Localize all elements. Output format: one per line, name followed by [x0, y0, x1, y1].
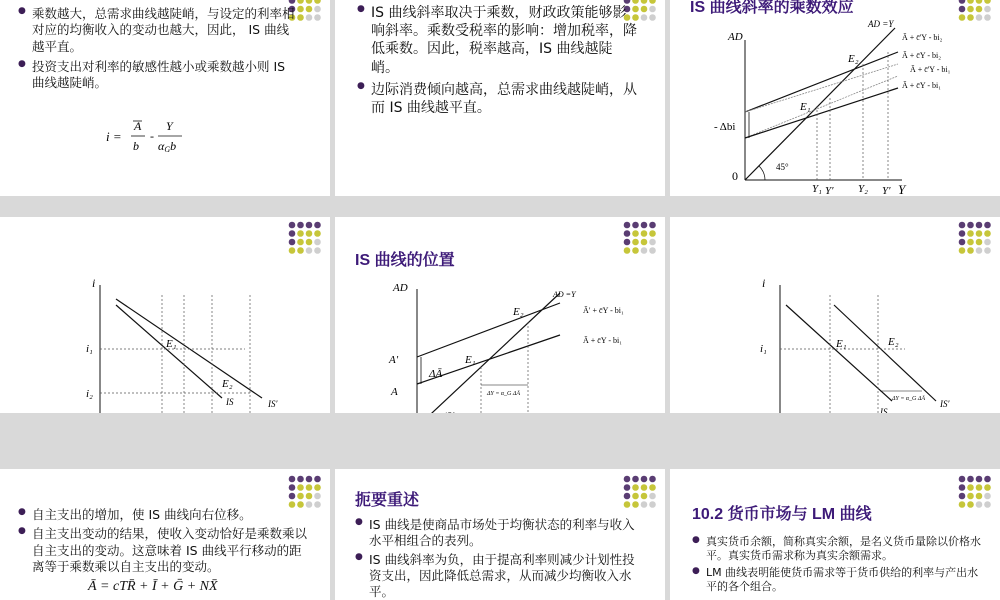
slide-3[interactable] — [670, 0, 1000, 196]
line-label: Ā + c̄Y - bi₂ — [902, 51, 941, 60]
point-label: E₁ — [800, 101, 811, 113]
line-label: Ā + c̄Y - bi₁ — [902, 81, 941, 90]
angle-label: 45° — [443, 411, 456, 421]
tick-label: i₁ — [86, 343, 93, 355]
slide-title: 10.2 货币市场与 LM 曲线 — [692, 506, 872, 523]
point-label: E₂ — [222, 378, 233, 390]
curve-label: IS — [880, 407, 888, 417]
bullet-item: ● 边际消费倾向越高，总需求曲线越陡峭，从而 IS 曲线越平直。 — [357, 81, 639, 117]
axis-label-i: i — [92, 276, 96, 290]
line-label: Ā′ + c̄Y - bi₁ — [583, 306, 624, 315]
slide-title: IS 曲线的位置 — [355, 252, 455, 269]
formula — [100, 115, 220, 159]
ad-line-flat-i1 — [745, 88, 898, 138]
origin-label: 0 — [732, 169, 738, 183]
ad-line-steep-i1 — [745, 76, 898, 138]
delta-label: - Δbi — [714, 121, 736, 133]
delta-label: ΔĀ — [429, 368, 443, 380]
curve-label: IS′ — [268, 399, 278, 409]
line-45deg — [745, 28, 895, 180]
bullet-item: ● 真实货币余额，简称真实余额，是名义货币量除以价格水平。真实货币需求称为真实余额需求。 — [692, 535, 984, 564]
bullet-list — [355, 517, 647, 600]
tick-label: Y′ — [825, 185, 834, 196]
tick-label: Y₁ — [812, 183, 822, 195]
svg-text:αGb: αGb — [158, 139, 177, 154]
bullet-item: ● 乘数越大，总需求曲线越陡峭，与设定的利率相对应的均衡收入的变动也越大，因此， IS 曲线越平直。 — [18, 6, 300, 55]
ad-line-a-prime — [417, 303, 560, 357]
bullet-item: ● 投资支出对利率的敏感性越小或乘数越小则 IS 曲线越陡峭。 — [18, 59, 300, 92]
slide-9[interactable] — [670, 469, 1000, 600]
slide-1[interactable] — [0, 0, 330, 196]
delta-y-label: ΔY = α_G ΔĀ — [892, 396, 926, 402]
svg-text:Y: Y — [166, 119, 173, 133]
tick-label: i₁ — [760, 343, 767, 355]
point-label: E₂ — [888, 336, 899, 348]
bullet-item: ● LM 曲线表明能使货币需求等于货币供给的利率与产出水平的各个组合。 — [692, 566, 984, 595]
point-label: E₁ — [166, 338, 177, 350]
slide-2[interactable] — [335, 0, 665, 196]
bullet-list — [18, 507, 310, 575]
axis-label-i: i — [762, 276, 766, 290]
svg-text:-: - — [150, 129, 154, 143]
curve-label: IS — [226, 397, 234, 407]
axis-label-ad: AD — [728, 31, 743, 43]
slide-4[interactable] — [0, 217, 330, 442]
is-position-diagram: AD 0 Y 45° AD =Y Ā′ + c̄Y - bi₁ Ā + c̄Y - bi₁ A′ A ΔĀ E₁ E₂ ΔY = α_G ΔĀ Y₁ Y₂ — [389, 282, 624, 448]
delta-y-label: ΔY = α_G ΔĀ — [487, 391, 521, 397]
bullet-list — [18, 6, 300, 91]
axis-label-y: Y — [898, 182, 906, 196]
is-line — [116, 305, 222, 398]
is-prime-line — [834, 305, 936, 401]
slide-5[interactable] — [335, 217, 665, 448]
bullet-item: ● IS 曲线斜率取决于乘数，财政政策能够影响斜率。乘数受税率的影响：增加税率，降低乘数。因此，税率越高，IS 曲线越陡峭。 — [357, 4, 639, 77]
axis-label-ad: AD — [393, 282, 408, 294]
curve-label: IS′ — [940, 399, 950, 409]
point-label: E₂ — [513, 306, 524, 318]
tick-label: Y₂ — [858, 183, 868, 195]
angle-label: 45° — [776, 162, 789, 172]
bullet-list — [357, 4, 639, 117]
ad-line-label: AD =Y — [868, 19, 894, 29]
is-prime-line — [116, 299, 262, 398]
is-shift-diagram: i i₁ i₂ E₁ E₂ IS IS′ Y₁ Y₁′ Y₂ Y₂′ — [86, 276, 278, 442]
decorative-dots-icon — [958, 475, 992, 509]
bullet-item: ● IS 曲线斜率为负，由于提高利率则减少计划性投资支出，因此降低总需求，从而减少均衡收入水平。 — [355, 552, 647, 600]
point-label: E₁ — [836, 338, 847, 350]
decorative-dots-icon — [288, 475, 322, 509]
svg-text:A: A — [134, 119, 142, 133]
bullet-item: ● IS 曲线是使商品市场处于均衡状态的利率与收入水平相组合的表列。 — [355, 517, 647, 550]
line-label: Ā + c̄Y - bi₁ — [583, 336, 622, 345]
multiplier-diagram — [670, 0, 1000, 196]
is-parallel-shift-diagram: i i₁ E₁ E₂ ΔY = α_G ΔĀ IS IS′ Y₁ Y₂ — [760, 276, 950, 440]
slide-8[interactable] — [335, 469, 665, 600]
point-label: E₁ — [465, 354, 476, 366]
slide-7[interactable] — [0, 469, 330, 600]
svg-text:i =: i = — [106, 129, 122, 144]
bullet-list — [692, 535, 984, 594]
ad-line-label: AD =Y — [553, 290, 576, 299]
tick-label: Y′ — [882, 185, 891, 196]
formula: Ā = cTR̄ + Ī + Ḡ + NX̄ — [88, 579, 218, 594]
bullet-item: ● 自主支出的增加，使 IS 曲线向右位移。 — [18, 507, 310, 523]
bullet-item: ● 自主支出变动的结果，使收入变动恰好是乘数乘以自主支出的变动。这意味着 IS 曲线平行移动的距离等于乘数乘以自主支出的变动。 — [18, 526, 310, 575]
slide-title: IS 曲线斜率的乘数效应 — [690, 0, 854, 16]
is-line — [786, 305, 892, 401]
tick-label: A — [391, 386, 398, 398]
slide-title: 扼要重述 — [355, 492, 420, 509]
line-label: Ā + c̄'Y - bi₁ — [910, 65, 951, 74]
point-label: E₂ — [848, 53, 859, 65]
line-label: Ā + c̄'Y - bi₂ — [902, 33, 943, 42]
tick-label: A′ — [389, 354, 399, 366]
ad-line-flat-i2 — [745, 64, 898, 112]
slide-6[interactable] — [670, 217, 1000, 440]
tick-label: i₂ — [86, 388, 93, 400]
decorative-dots-icon — [623, 475, 657, 509]
svg-text:b: b — [133, 139, 139, 153]
